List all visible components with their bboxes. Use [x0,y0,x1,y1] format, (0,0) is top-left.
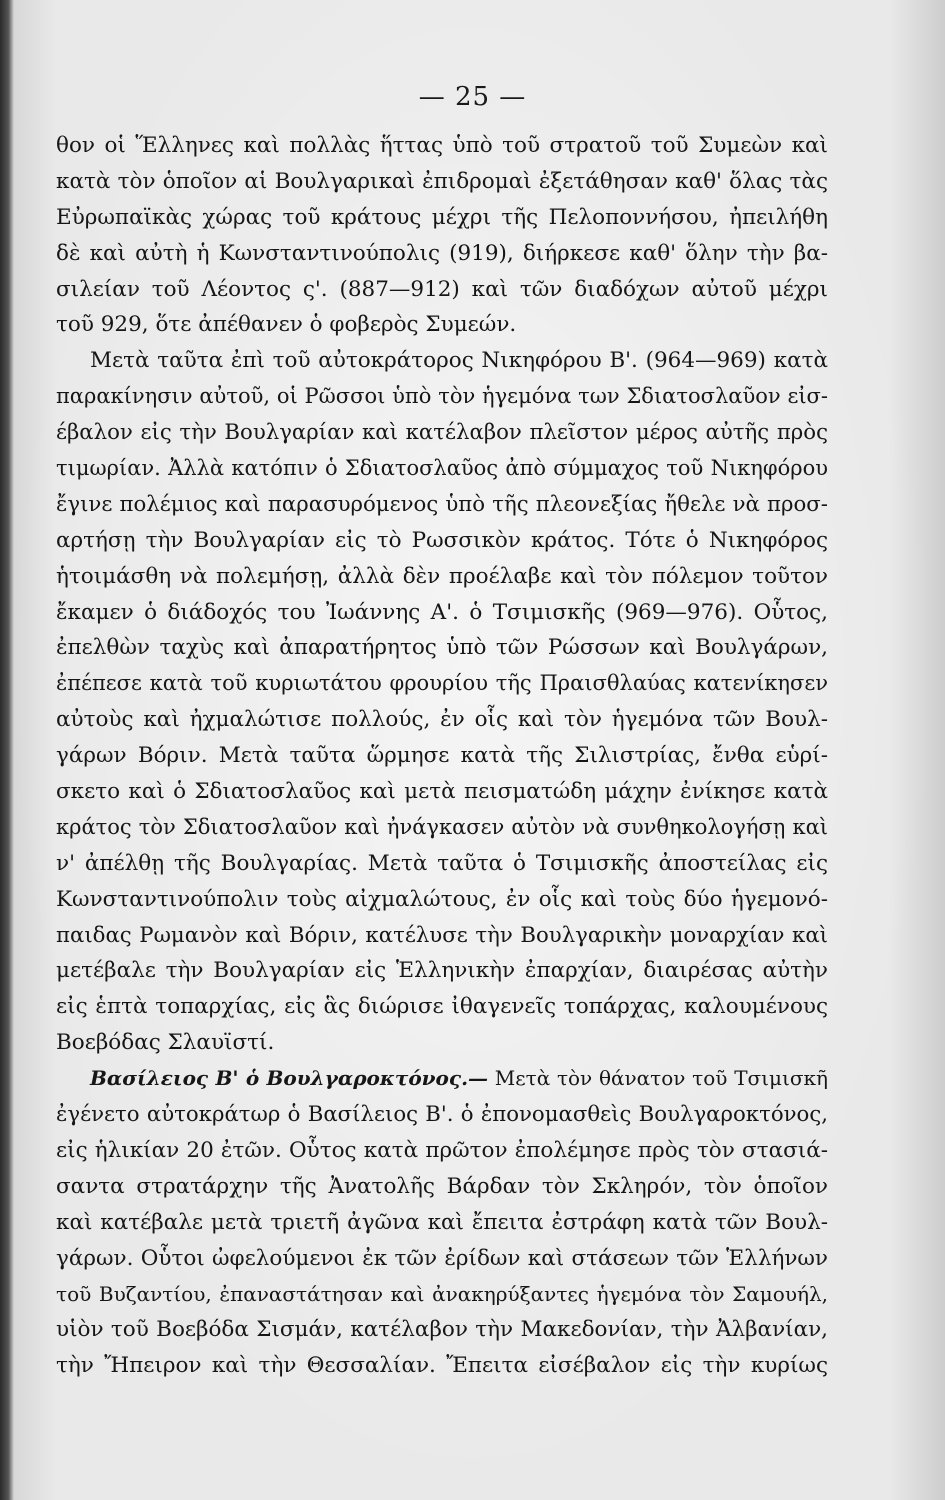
text-line: κράτος τὸν Σδιατοσλαῦον καὶ ἠνάγκασεν αὐτὸν νὰ συνθηκολογήσῃ καὶ [56,814,828,839]
text-line-continuation: Μετὰ τὸν θάνατον τοῦ Τσιμισκῆ [494,1066,828,1091]
text-line: σιλείαν τοῦ Λέοντος ς'. (887—912) καὶ τῶν διαδόχων αὐτοῦ μέχρι [56,276,828,302]
text-line: δὲ καὶ αὐτὴ ἡ Κωνσταντινούπολις (919), διήρκεσε καθ' ὅλην τὴν βα- [56,240,828,266]
text-line: τοῦ Βυζαντίου, ἐπαναστάτησαν καὶ ἀνακηρύξαντες ἡγεμόνα τὸν Σαμουήλ, [56,1281,828,1306]
text-line: μετέβαλε τὴν Βουλγαρίαν εἰς Ἑλληνικὴν ἐπαρχίαν, διαιρέσας αὐτὴν [56,958,828,984]
text-line: σαντα στρατάρχην τῆς Ἀνατολῆς Βάρδαν τὸν Σκληρόν, τὸν ὁποῖον [56,1173,828,1199]
text-line: έβαλον εἰς τὴν Βουλγαρίαν καὶ κατέλαβον πλεῖστον μέρος αὐτῆς πρὸς [56,420,828,446]
text-line: παρακίνησιν αὐτοῦ, οἱ Ρῶσσοι ὑπὸ τὸν ἡγεμόνα των Σδιατοσλαῦον εἰσ- [56,384,828,409]
text-line: Μετὰ ταῦτα ἐπὶ τοῦ αὐτοκράτορος Νικηφόρου Β'. (964—969) κατὰ [90,348,828,374]
text-line: Κωνσταντινούπολιν τοὺς αἰχμαλώτους, ἐν οἷς καὶ τοὺς δύο ἡγεμονό- [56,886,828,912]
text-line: τοῦ 929, ὅτε ἀπέθανεν ὁ φοβερὸς Συμεών. [56,312,517,338]
text-line: γάρων Βόριν. Μετὰ ταῦτα ὥρμησε κατὰ τῆς Σιλιστρίας, ἔνθα εὑρί- [56,743,828,769]
text-line: αρτήσῃ τὴν Βουλγαρίαν εἰς τὸ Ρωσσικὸν κράτος. Τότε ὁ Νικηφόρος [56,527,828,553]
text-line: αὐτοὺς καὶ ἠχμαλώτισε πολλούς, ἐν οἷς καὶ τὸν ἡγεμόνα τῶν Βουλ- [56,707,828,733]
text-line: υἱὸν τοῦ Βοεβόδα Σισμάν, κατέλαβον τὴν Μακεδονίαν, τὴν Ἀλβανίαν, [56,1317,828,1343]
text-line: κατὰ τὸν ὁποῖον αἱ Βουλγαρικαὶ ἐπιδρομαὶ ἐξετάθησαν καθ' ὅλας τὰς [56,168,828,194]
body-text [56,128,828,1384]
text-line: τιμωρίαν. Ἀλλὰ κατόπιν ὁ Σδιατοσλαῦος ἀπὸ σύμμαχος τοῦ Νικηφόρου [56,456,828,481]
text-line: Βοεβόδας Σλαυϊστί. [56,1030,275,1056]
text-line: ἡτοιμάσθη νὰ πολεμήσῃ, ἀλλὰ δὲν προέλαβε καὶ τὸν πόλεμον τοῦτον [56,563,828,589]
text-line: εἰς ἑπτὰ τοπαρχίας, εἰς ἃς διώρισε ἰθαγενεῖς τοπάρχας, καλουμένους [56,994,828,1020]
text-line: Εὐρωπαϊκὰς χώρας τοῦ κράτους μέχρι τῆς Πελοποννήσου, ἠπειλήθη [56,204,828,230]
text-line: ἔγινε πολέμιος καὶ παρασυρόμενος ὑπὸ τῆς πλεονεξίας ἤθελε νὰ προσ- [56,491,828,517]
text-line: παιδας Ρωμανὸν καὶ Βόριν, κατέλυσε τὴν Βουλγαρικὴν μοναρχίαν καὶ [56,922,828,948]
text-line: τὴν Ἤπειρον καὶ τὴν Θεσσαλίαν. Ἔπειτα εἰσέβαλον εἰς τὴν κυρίως [56,1353,828,1379]
text-line: ν' ἀπέλθῃ τῆς Βουλγαρίας. Μετὰ ταῦτα ὁ Τσιμισκῆς ἀποστείλας εἰς [56,850,828,876]
text-line: καὶ κατέβαλε μετὰ τριετῆ ἀγῶνα καὶ ἔπειτα ἐστράφη κατὰ τῶν Βουλ- [56,1209,828,1235]
text-line: θον οἱ Ἕλληνες καὶ πολλὰς ἥττας ὑπὸ τοῦ στρατοῦ τοῦ Συμεὼν καὶ [56,133,828,158]
text-line: ἐγένετο αὐτοκράτωρ ὁ Βασίλειος Β'. ὁ ἐπονομασθεὶς Βουλγαροκτόνος, [56,1102,828,1128]
page-number: — 25 — [418,82,527,112]
text-line: ἐπελθὼν ταχὺς καὶ ἀπαρατήρητος ὑπὸ τῶν Ρώσσων καὶ Βουλγάρων, [56,635,828,661]
section-heading-line [56,1061,828,1097]
text-line: ἔκαμεν ὁ διάδοχός του Ἰωάννης Α'. ὁ Τσιμισκῆς (969—976). Οὗτος, [56,599,828,625]
text-line: εἰς ἡλικίαν 20 ἐτῶν. Οὗτος κατὰ πρῶτον ἐπολέμησε πρὸς τὸν στασιά- [56,1137,828,1163]
section-heading: Βασίλειος Β' ὁ Βουλγαροκτόνος.— [90,1066,489,1091]
book-spine-shadow [0,0,14,1500]
text-line: γάρων. Οὗτοι ὠφελούμενοι ἐκ τῶν ἐρίδων καὶ στάσεων τῶν Ἑλλήνων [56,1245,828,1271]
text-line: σκετο καὶ ὁ Σδιατοσλαῦος καὶ μετὰ πεισματώδη μάχην ἐνίκησε κατὰ [56,779,828,805]
text-line: ἐπέπεσε κατὰ τοῦ κυριωτάτου φρουρίου τῆς Πραισθλαύας κατενίκησεν [56,671,828,696]
